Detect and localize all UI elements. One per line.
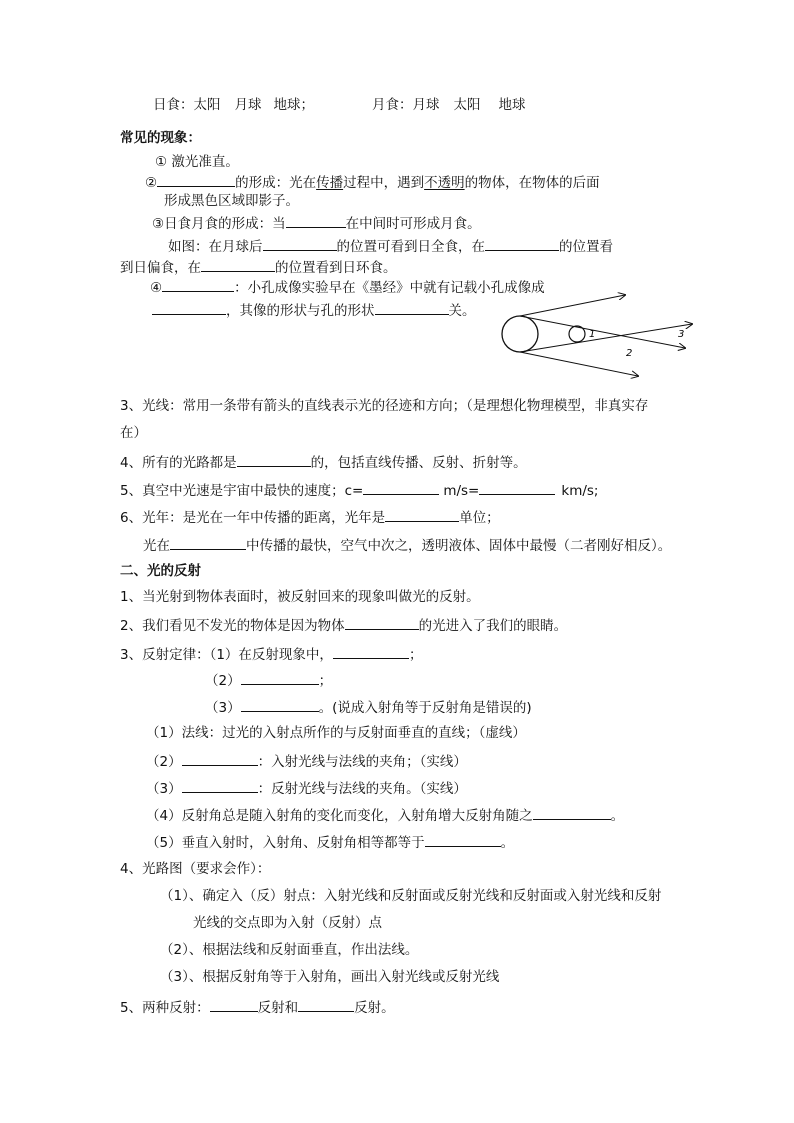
blank[interactable] [333, 643, 409, 659]
phenomena-item-3-line2: 如图：在月球后 的位置可看到日全食，在 的位置看 [168, 235, 613, 257]
point-3: 3、光线：常用一条带有箭头的直线表示光的径迹和方向；（是理想化物理模型，非真实存 [120, 398, 649, 414]
blank[interactable] [201, 256, 275, 272]
phenomena-item-2: ② 的形成：光在传播过程中，遇到不透明的物体，在物体的后面 [145, 171, 600, 193]
point-5: 5、真空中光速是宇宙中最快的速度；c= m/s= km/s; [120, 479, 598, 501]
blank[interactable] [363, 479, 439, 495]
region-label-3: 3 [678, 329, 685, 340]
incidence-angle-def: （2） ：入射光线与法线的夹角；（实线） [146, 750, 467, 772]
phenomena-item-3-line3: 到日偏食，在 的位置看到日环食。 [120, 256, 397, 278]
point-6: 6、光年：是光在一年中传播的距离，光年是 单位； [120, 506, 500, 528]
reflection-law-2: （2） ； [205, 669, 332, 691]
normal-incidence-note: （5）垂直入射时，入射角、反射角相等都等于 。 [146, 831, 514, 853]
phenomena-heading: 常见的现象： [120, 130, 201, 146]
blank[interactable] [162, 276, 234, 292]
lunar-eclipse-order: 月食：月球 太阳 地球 [372, 97, 526, 113]
blank[interactable] [485, 235, 559, 251]
angle-change-note: （4）反射角总是随入射角的变化而变化，入射角增大反射角随之 。 [146, 804, 624, 826]
ray-diagram-step-2: （2）、根据法线和反射面垂直，作出法线。 [160, 942, 419, 958]
blank[interactable] [170, 534, 246, 550]
sun-circle [502, 316, 538, 352]
blank[interactable] [182, 777, 258, 793]
blank[interactable] [157, 171, 235, 187]
solar-eclipse-order: 日食：太阳 月球 地球； [153, 97, 314, 113]
blank[interactable] [375, 299, 449, 315]
blank[interactable] [479, 479, 555, 495]
ray-diagram-heading: 4、光路图（要求会作）： [120, 861, 271, 877]
blank[interactable] [385, 506, 459, 522]
ray-lower-outer [520, 352, 638, 376]
ray-lower-cross [520, 324, 692, 352]
blank[interactable] [152, 299, 226, 315]
reflection-1: 1、当光射到物体表面时，被反射回来的现象叫做光的反射。 [120, 589, 480, 605]
reflection-angle-def: （3） ：反射光线与法线的夹角。（实线） [146, 777, 467, 799]
region-label-1: 1 [589, 329, 596, 340]
ray-diagram-step-1: （1）、确定入（反）射点：入射光线和反射面或反射光线和反射面或入射光线和反射 [160, 888, 662, 904]
blank[interactable] [237, 451, 311, 467]
ray-diagram-step-3: （3）、根据反射角等于入射角，画出入射光线或反射光线 [160, 969, 500, 985]
point-3-cont: 在） [120, 425, 147, 441]
reflection-2: 2、我们看见不发光的物体是因为物体 的光进入了我们的眼睛。 [120, 614, 567, 636]
point-7: 光在 中传播的最快，空气中次之，透明液体、固体中最慢（二者刚好相反）。 [143, 534, 671, 556]
ray-upper-cross [520, 316, 685, 348]
phenomena-item-1: ① 激光准直。 [155, 154, 239, 170]
ray-diagram-step-1-cont: 光线的交点即为入射（反射）点 [193, 915, 382, 931]
blank[interactable] [241, 669, 319, 685]
blank[interactable] [286, 212, 346, 228]
blank[interactable] [210, 996, 258, 1012]
blank[interactable] [533, 804, 611, 820]
region-label-2: 2 [626, 348, 633, 359]
blank[interactable] [298, 996, 354, 1012]
reflection-law-1: 3、反射定律：（1）在反射现象中， ； [120, 643, 422, 665]
phenomena-item-4-line2: ，其像的形状与孔的形状 关。 [152, 299, 476, 321]
blank[interactable] [182, 750, 258, 766]
eclipse-diagram [495, 288, 700, 382]
point-4: 4、所有的光路都是 的，包括直线传播、反射、折射等。 [120, 451, 527, 473]
blank[interactable] [241, 696, 319, 712]
phenomena-item-2-cont: 形成黑色区域即影子。 [164, 193, 299, 209]
two-reflections: 5、两种反射： 反射和 反射。 [120, 996, 395, 1018]
phenomena-item-3: ③日食月食的形成：当 在中间时可形成月食。 [152, 212, 481, 234]
phenomena-item-4: ④ ：小孔成像实验早在《墨经》中就有记载小孔成像成 [150, 276, 545, 298]
blank[interactable] [345, 614, 419, 630]
reflection-law-3: （3） 。(说成入射角等于反射角是错误的) [205, 696, 532, 718]
reflection-heading: 二、光的反射 [120, 563, 201, 579]
ray-upper-outer [520, 295, 625, 316]
blank[interactable] [425, 831, 501, 847]
normal-line-def: （1）法线：过光的入射点所作的与反射面垂直的直线；（虚线） [146, 725, 526, 741]
blank[interactable] [263, 235, 337, 251]
